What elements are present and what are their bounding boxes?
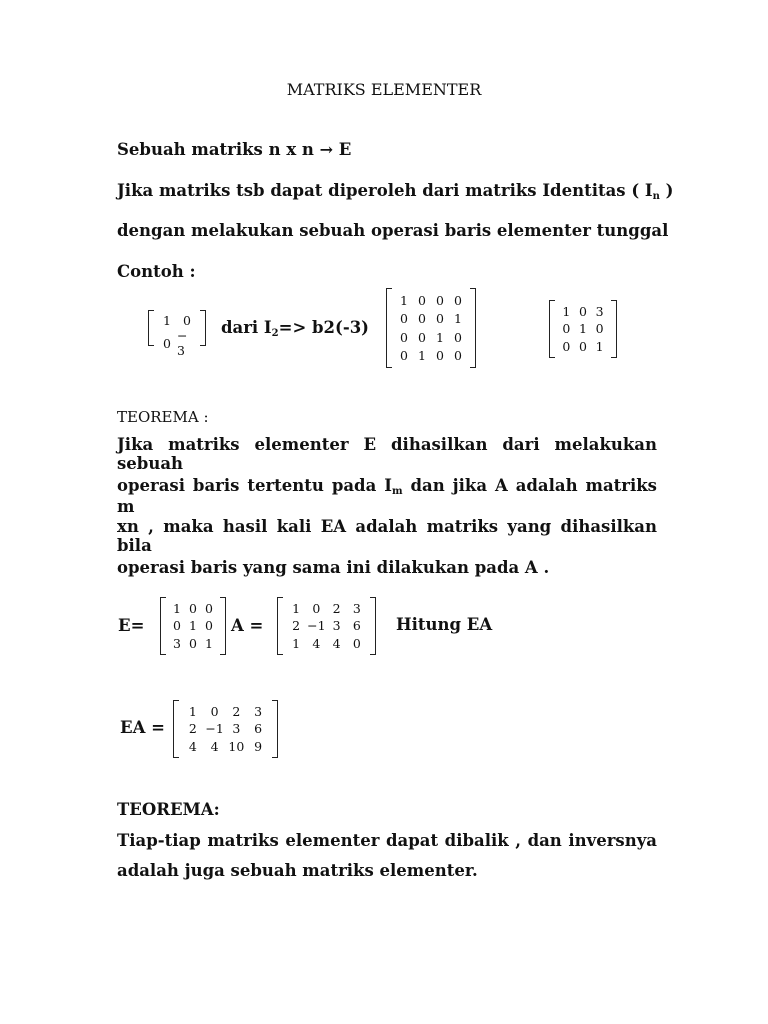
matrix-cell: 1 (205, 635, 213, 651)
matrix-cell: 4 (332, 635, 341, 651)
matrix-grid (157, 313, 197, 358)
matrix-cell: 0 (352, 635, 361, 651)
matrix-grid (395, 291, 467, 365)
matrix-cell: −1 (307, 618, 326, 634)
matrix-grid (558, 303, 608, 355)
matrix-cell: 0 (418, 292, 426, 308)
matrix-cell: 1 (163, 313, 171, 328)
matrix-cell: 1 (595, 338, 604, 354)
matrix-cell: 3 (332, 618, 341, 634)
matrix-cell: 0 (454, 329, 462, 345)
matrix-cell: 0 (562, 321, 571, 337)
matrix-cell: 2 (188, 721, 197, 737)
matrix-cell: 3 (595, 304, 604, 320)
matrix-cell: 1 (188, 704, 197, 720)
matrix-cell: 0 (454, 348, 462, 364)
arrow-right-icon: → (319, 140, 334, 159)
intro-line-3: dengan melakukan sebuah operasi baris elementer tunggal (117, 221, 669, 240)
matrix-cell: 0 (579, 304, 587, 320)
example-label-subscript: 2 (271, 328, 279, 339)
theorem-1-subscript: m (391, 486, 403, 497)
matrix-cell: 0 (595, 321, 604, 337)
matrix-cell: 3 (173, 635, 181, 651)
matrix-cell: 0 (436, 348, 444, 364)
example-matrix-1 (148, 310, 206, 358)
matrix-cell: 0 (189, 635, 197, 651)
matrix-cell: 6 (254, 721, 263, 737)
intro-line-2-text: Jika matriks tsb dapat diperoleh dari matriks Identitas ( I (117, 181, 653, 200)
matrix-grid (286, 600, 367, 652)
matrix-cell: 0 (205, 601, 213, 617)
document-title: MATRIKS ELEMENTER (286, 80, 482, 99)
a-label: A = (231, 616, 264, 635)
matrix-cell: 4 (312, 635, 321, 651)
matrix-cell: 0 (173, 618, 181, 634)
matrix-cell: 1 (562, 304, 571, 320)
intro-line-1 (117, 140, 351, 159)
matrix-cell: 10 (228, 738, 245, 754)
matrix-cell: 2 (332, 601, 341, 617)
matrix-cell: 0 (436, 292, 444, 308)
matrix-cell: − 3 (177, 328, 188, 358)
intro-line-2 (117, 181, 673, 202)
matrix-e (160, 597, 226, 655)
matrix-cell: 0 (210, 704, 219, 720)
matrix-cell: 2 (292, 618, 301, 634)
example-label (221, 318, 369, 339)
matrix-cell: 1 (292, 601, 301, 617)
matrix-cell: 1 (400, 292, 408, 308)
theorem-1-line-1: Jika matriks elementer E dihasilkan dari melakukan sebuah (117, 435, 657, 473)
intro-line-1-text: Sebuah matriks n x n (117, 140, 320, 159)
matrix-cell: 0 (163, 335, 171, 351)
theorem-1-line-4: operasi baris yang sama ini dilakukan pada A . (117, 558, 550, 577)
matrix-cell: 0 (436, 311, 444, 327)
matrix-cell: 1 (436, 329, 444, 345)
matrix-cell: 0 (400, 348, 408, 364)
matrix-cell: 4 (210, 738, 219, 754)
matrix-cell: 0 (400, 311, 408, 327)
e-label: E= (118, 616, 145, 635)
example-matrix-3 (549, 300, 617, 358)
contoh-label: Contoh : (117, 262, 196, 281)
matrix-cell: 1 (418, 348, 426, 364)
intro-line-2-end: ) (659, 181, 674, 200)
matrix-cell: 1 (189, 618, 197, 634)
matrix-cell: 0 (205, 618, 213, 634)
matrix-cell: 0 (183, 313, 191, 328)
matrix-cell: 3 (232, 721, 241, 737)
matrix-grid (169, 600, 217, 652)
matrix-cell: 1 (173, 601, 181, 617)
matrix-cell: 1 (454, 311, 462, 327)
matrix-cell: 4 (188, 738, 197, 754)
matrix-cell: 0 (579, 338, 587, 354)
intro-line-1-end: E (333, 140, 352, 159)
matrix-cell: 0 (400, 329, 408, 345)
theorem-1-line-2-end: dan jika A adalah matriks m (117, 476, 657, 516)
example-label-text: dari I (221, 318, 272, 337)
theorem-1-line-2-text: operasi baris tertentu pada I (117, 476, 392, 495)
matrix-cell: 0 (312, 601, 321, 617)
matrix-cell: 3 (352, 601, 361, 617)
theorem-2-line-1: Tiap-tiap matriks elementer dapat dibalik , dan inversnya (117, 831, 657, 850)
theorem-1-label: TEOREMA : (117, 408, 209, 426)
matrix-cell: 2 (232, 704, 241, 720)
matrix-ea (173, 700, 278, 758)
ea-label: EA = (120, 718, 165, 737)
example-matrix-2 (386, 288, 476, 368)
matrix-grid (182, 703, 269, 755)
matrix-cell: 0 (454, 292, 462, 308)
matrix-cell: 1 (292, 635, 301, 651)
theorem-2-label: TEOREMA: (117, 800, 220, 819)
theorem-1-line-3: xn , maka hasil kali EA adalah matriks yang dihasilkan bila (117, 517, 657, 555)
matrix-cell: 1 (579, 321, 587, 337)
matrix-cell: 6 (352, 618, 361, 634)
hitung-label: Hitung EA (396, 615, 493, 634)
matrix-cell: 0 (418, 329, 426, 345)
example-label-end: => b2(-3) (278, 318, 369, 337)
theorem-1-line-2 (117, 476, 657, 516)
theorem-2-line-2: adalah juga sebuah matriks elementer. (117, 861, 478, 880)
matrix-cell: −1 (205, 721, 224, 737)
matrix-cell: 3 (254, 704, 263, 720)
matrix-cell: 9 (254, 738, 263, 754)
matrix-cell: 0 (418, 311, 426, 327)
matrix-cell: 0 (189, 601, 197, 617)
matrix-a (277, 597, 376, 655)
identity-subscript: n (652, 191, 660, 202)
matrix-cell: 0 (562, 338, 571, 354)
